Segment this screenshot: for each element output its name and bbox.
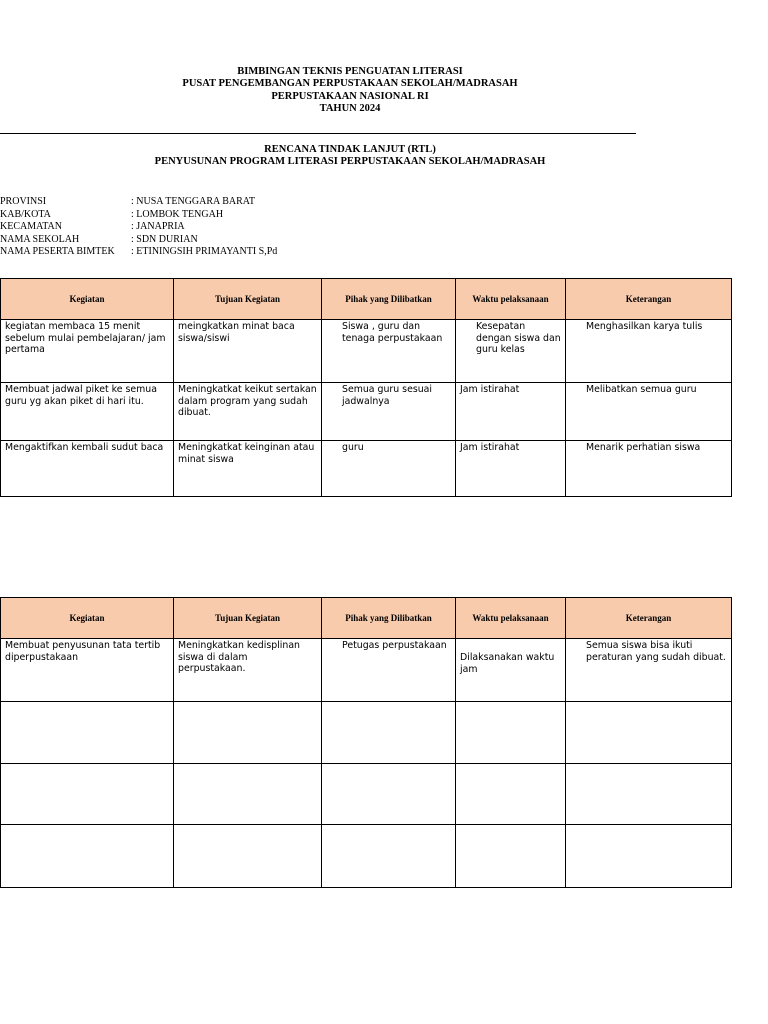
table-cell: Meningkatkat keikut sertakan dalam program yang sudah dibuat. [174, 383, 322, 441]
column-header-tujuan: Tujuan Kegiatan [174, 279, 322, 320]
column-header-keterangan: Keterangan [566, 279, 732, 320]
table-cell: Meningkatkat keinginan atau minat siswa [174, 441, 322, 497]
header-line-3: PERPUSTAKAAN NASIONAL RI [271, 90, 429, 102]
info-label: NAMA SEKOLAH [0, 233, 80, 245]
info-label: KECAMATAN [0, 221, 62, 233]
table-cell [174, 764, 322, 825]
table-cell: guru [322, 441, 456, 497]
document-subtitle [0, 144, 700, 169]
info-value: : SDN DURIAN [131, 233, 198, 245]
table-row [1, 702, 732, 764]
column-header-keterangan: Keterangan [566, 598, 732, 639]
column-header-pihak: Pihak yang Dilibatkan [322, 279, 456, 320]
subtitle-line-1: RENCANA TINDAK LANJUT (RTL) [264, 144, 436, 155]
info-label: PROVINSI [0, 196, 47, 207]
header-line-2: PUSAT PENGEMBANGAN PERPUSTAKAAN SEKOLAH/MADRASAH [182, 78, 518, 90]
rtl-table-1 [0, 278, 732, 497]
info-value: : NUSA TENGGARA BARAT [131, 196, 255, 207]
info-value: : LOMBOK TENGAH [131, 208, 224, 220]
table-row [1, 639, 732, 702]
table-header-row [1, 598, 732, 639]
table-cell [174, 825, 322, 888]
table-cell [566, 764, 732, 825]
table-cell: Jam istirahat [456, 441, 566, 497]
table-cell: Menghasilkan karya tulis [566, 320, 732, 383]
column-header-kegiatan: Kegiatan [1, 279, 174, 320]
table-cell: Melibatkan semua guru [566, 383, 732, 441]
table-cell: Petugas perpustakaan [322, 639, 456, 702]
table-cell [1, 764, 174, 825]
table-cell [566, 825, 732, 888]
table-cell [456, 764, 566, 825]
info-label: NAMA PESERTA BIMTEK [0, 246, 115, 258]
table-cell [1, 825, 174, 888]
table-cell: meingkatkan minat baca siswa/siswi [174, 320, 322, 383]
table-cell [1, 702, 174, 764]
rtl-table-2 [0, 597, 732, 888]
table-cell [566, 702, 732, 764]
info-row-kabkota [0, 209, 277, 222]
column-header-pihak: Pihak yang Dilibatkan [322, 598, 456, 639]
column-header-tujuan: Tujuan Kegiatan [174, 598, 322, 639]
table-cell: Siswa , guru dan tenaga perpustakaan [322, 320, 456, 383]
table-cell: Menarik perhatian siswa [566, 441, 732, 497]
table-row [1, 764, 732, 825]
table-cell [456, 702, 566, 764]
info-value: : JANAPRIA [131, 221, 185, 233]
table-cell [322, 825, 456, 888]
info-row-nama-peserta [0, 246, 277, 259]
column-header-waktu: Waktu pelaksanaan [456, 598, 566, 639]
table-cell [322, 764, 456, 825]
table-cell: Dilaksanakan waktu jam [456, 639, 566, 702]
column-header-kegiatan: Kegiatan [1, 598, 174, 639]
table-cell: Semua guru sesuai jadwalnya [322, 383, 456, 441]
table-cell: Jam istirahat [456, 383, 566, 441]
table-cell: Mengaktifkan kembali sudut baca [1, 441, 174, 497]
table-cell: kegiatan membaca 15 menit sebelum mulai pembelajaran/ jam pertama [1, 320, 174, 383]
table-cell: Membuat jadwal piket ke semua guru yg akan piket di hari itu. [1, 383, 174, 441]
header-line-4: TAHUN 2024 [319, 103, 381, 115]
table-header-row [1, 279, 732, 320]
table-cell: Meningkatkan kedisplinan siswa di dalam perpustakaan. [174, 639, 322, 702]
info-row-nama-sekolah [0, 234, 277, 247]
subtitle-line-2: PENYUSUNAN PROGRAM LITERASI PERPUSTAKAAN SEKOLAH/MADRASAH [154, 156, 546, 168]
info-row-provinsi [0, 196, 277, 209]
table-cell [456, 825, 566, 888]
table-row [1, 320, 732, 383]
participant-info [0, 196, 277, 259]
table-cell [174, 702, 322, 764]
table-row [1, 383, 732, 441]
info-row-kecamatan [0, 221, 277, 234]
info-label: KAB/KOTA [0, 208, 51, 220]
table-cell [322, 702, 456, 764]
table-row [1, 825, 732, 888]
header-line-1: BIMBINGAN TEKNIS PENGUATAN LITERASI [237, 66, 463, 77]
table-cell: Membuat penyusunan tata tertib diperpustakaan [1, 639, 174, 702]
document-header [0, 66, 700, 116]
table-cell: Semua siswa bisa ikuti peraturan yang sudah dibuat. [566, 639, 732, 702]
table-row [1, 441, 732, 497]
header-divider [0, 133, 636, 134]
info-value: : ETININGSIH PRIMAYANTI S,Pd [131, 246, 278, 258]
column-header-waktu: Waktu pelaksanaan [456, 279, 566, 320]
table-cell: Kesepatan dengan siswa dan guru kelas [456, 320, 566, 383]
